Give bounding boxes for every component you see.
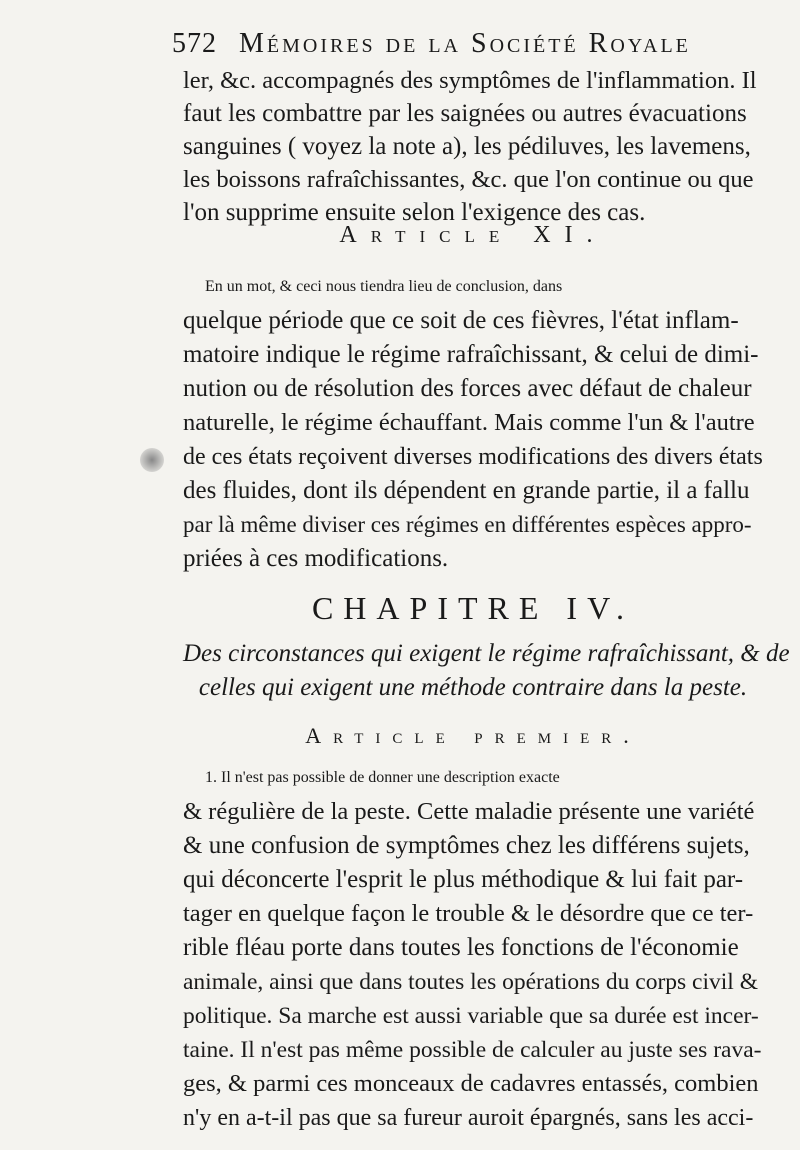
text-line: naturelle, le régime échauffant. Mais comme l'un & l'autre [183, 409, 755, 436]
text-line: politique. Sa marche est aussi variable que sa durée est incer- [183, 1003, 759, 1029]
text-line: nution ou de résolution des forces avec défaut de chaleur [183, 375, 752, 402]
text-line: matoire indique le régime rafraîchissant, & celui de dimi- [183, 341, 759, 368]
text-line: priées à ces modifications. [183, 545, 449, 572]
text-line: des fluides, dont ils dépendent en grande partie, il a fallu [183, 477, 750, 504]
article-heading: Article premier. [305, 723, 641, 748]
text-line: n'y en a-t-il pas que sa fureur auroit épargnés, sans les acci- [183, 1105, 754, 1131]
running-header [172, 28, 732, 60]
text-line: rible fléau porte dans toutes les fonctions de l'économie [183, 934, 739, 961]
page-number: 572 [172, 28, 217, 59]
text-line: les boissons rafraîchissantes, &c. que l'on continue ou que [183, 166, 754, 193]
ink-smudge [140, 448, 164, 472]
text-line: sanguines ( voyez la note a), les pédiluves, les lavemens, [183, 133, 751, 160]
text-line: 1. Il n'est pas possible de donner une description exacte [205, 769, 560, 786]
chapter-heading: CHAPITRE IV. [311, 590, 635, 626]
text-line: qui déconcerte l'esprit le plus méthodique & lui fait par- [183, 866, 744, 893]
text-line: ler, &c. accompagnés des symptômes de l'inflammation. Il [183, 67, 757, 94]
text-line: tager en quelque façon le trouble & le désordre que ce ter- [183, 900, 754, 927]
chapter-subtitle-line: celles qui exigent une méthode contraire dans la peste. [198, 674, 748, 701]
text-line: ges, & parmi ces monceaux de cadavres entassés, combien [183, 1070, 759, 1097]
text-line: & une confusion de symptômes chez les différens sujets, [183, 832, 750, 859]
text-line: En un mot, & ceci nous tiendra lieu de conclusion, dans [205, 278, 563, 295]
text-line: par là même diviser ces régimes en différentes espèces appro- [183, 512, 752, 537]
chapter-subtitle-line: Des circonstances qui exigent le régime rafraîchissant, & de [183, 640, 790, 667]
text-line: de ces états reçoivent diverses modifications des divers états [183, 444, 763, 470]
text-line: faut les combattre par les saignées ou autres évacuations [183, 100, 747, 127]
text-line: l'on supprime ensuite selon l'exigence des cas. [183, 199, 646, 226]
text-line: quelque période que ce soit de ces fièvres, l'état inflam- [183, 307, 739, 334]
running-title: Mémoires de la Société Royale [239, 28, 691, 59]
article-heading: Article XI. [339, 222, 607, 248]
text-line: taine. Il n'est pas même possible de calculer au juste ses rava- [183, 1037, 762, 1063]
text-line: & régulière de la peste. Cette maladie présente une variété [183, 798, 755, 825]
text-line: animale, ainsi que dans toutes les opérations du corps civil & [183, 969, 758, 995]
